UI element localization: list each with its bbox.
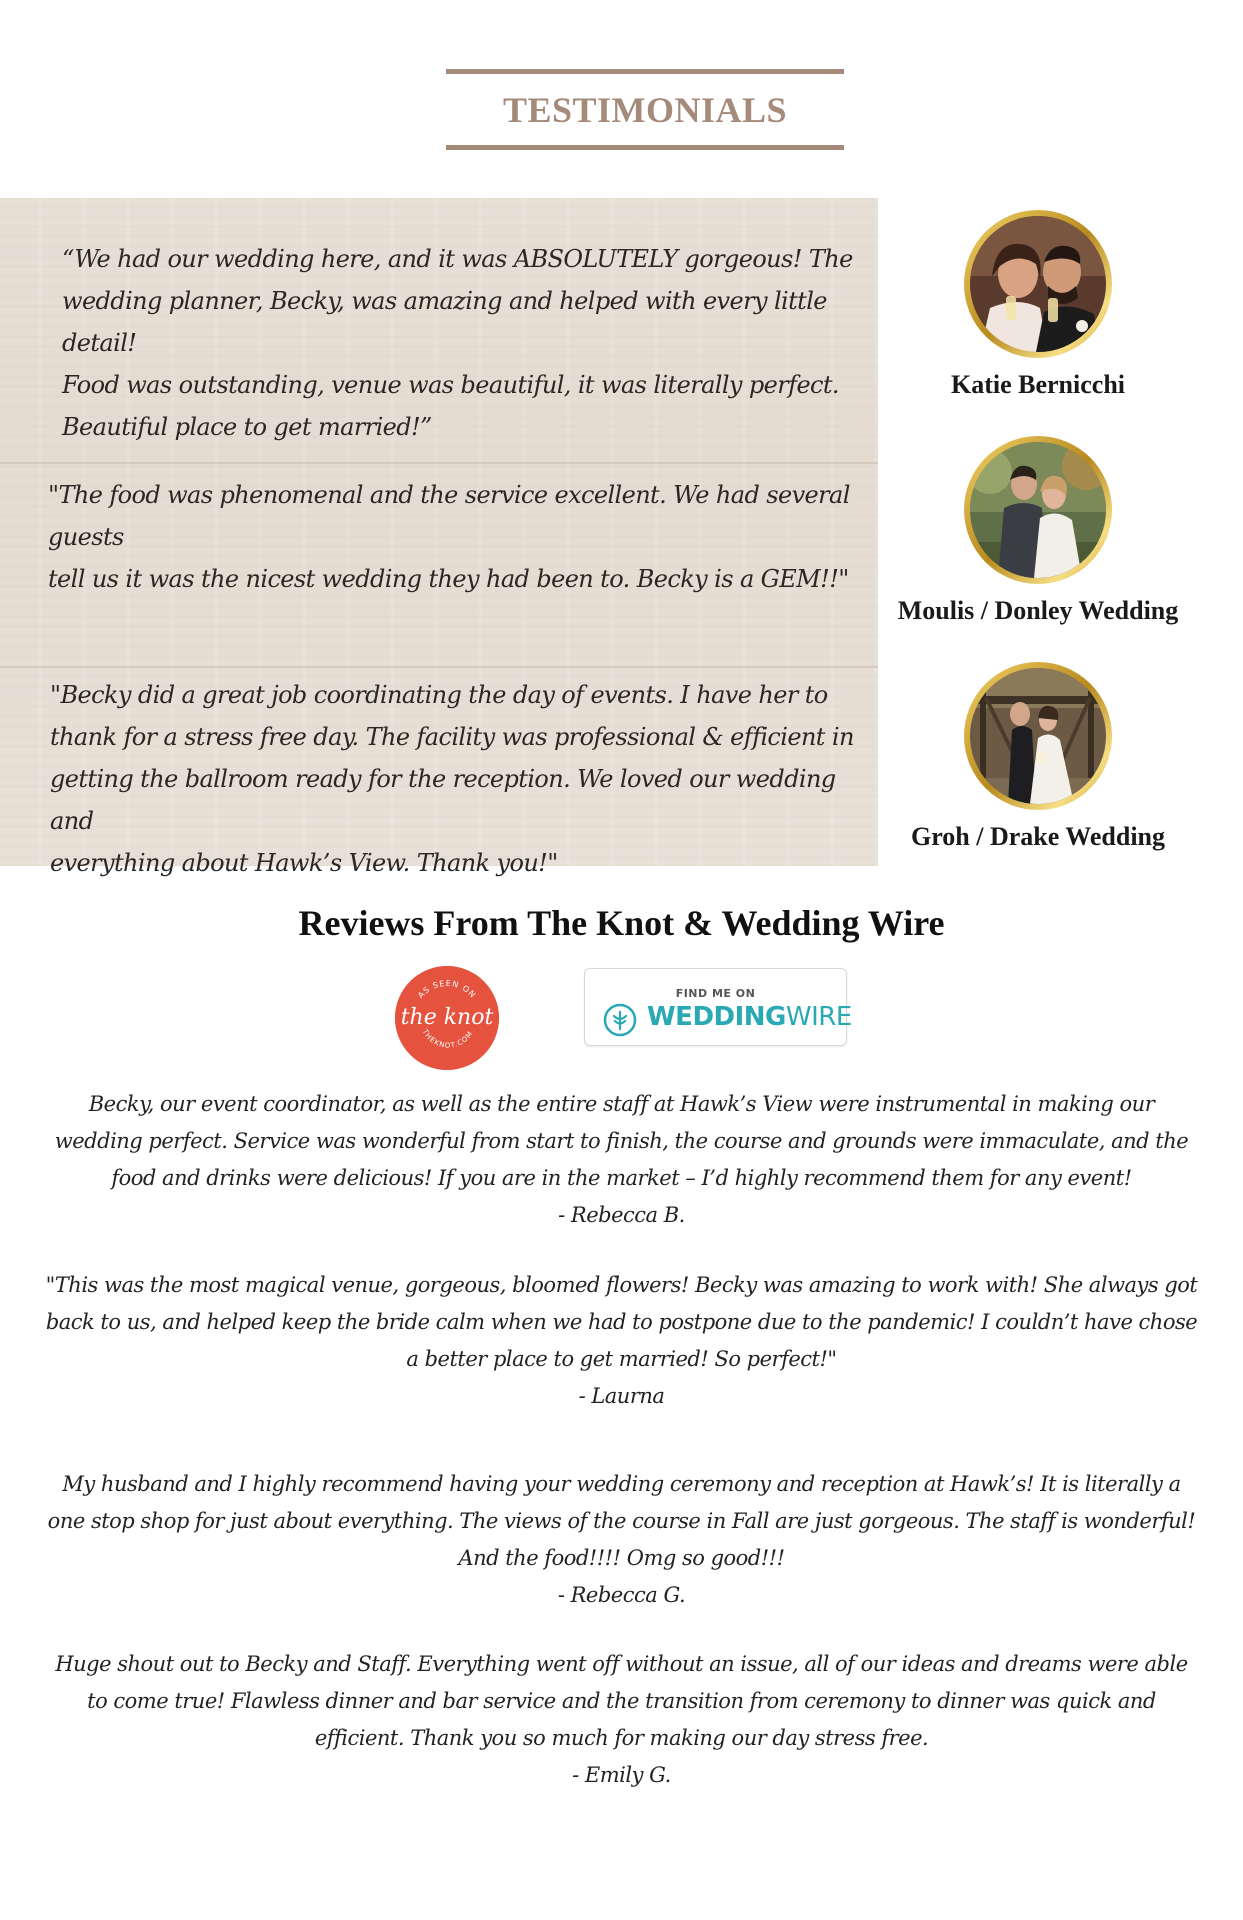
review-author: - Rebecca B. <box>558 1203 685 1227</box>
testimonial-quote <box>62 238 878 448</box>
the-knot-badge[interactable] <box>395 966 499 1070</box>
review-author: - Emily G. <box>572 1763 671 1787</box>
review-line: My husband and I highly recommend having your wedding ceremony and reception at Hawk’s! It is literally a <box>62 1472 1181 1496</box>
avatar <box>964 436 1112 584</box>
review-item <box>40 1646 1203 1794</box>
weddingwire-brand <box>647 1002 852 1032</box>
review-author: - Rebecca G. <box>557 1583 686 1607</box>
weddingwire-brand-light: WIRE <box>785 1002 852 1032</box>
review-item <box>40 1267 1203 1415</box>
review-line: And the food!!!! Omg so good!!! <box>458 1546 785 1570</box>
quote-line: everything about Hawk’s View. Thank you!" <box>50 849 558 877</box>
testimonial-person <box>888 210 1188 400</box>
testimonial-name: Moulis / Donley Wedding <box>897 596 1179 625</box>
quote-line: "The food was phenomenal and the service excellent. We had several guests <box>48 481 850 551</box>
weddingwire-find-text: FIND ME ON <box>675 987 756 1000</box>
avatar <box>964 662 1112 810</box>
testimonial-quote <box>50 674 878 884</box>
avatar <box>964 210 1112 358</box>
review-author: - Laurna <box>578 1384 665 1408</box>
quote-line: Beautiful place to get married!” <box>62 413 432 441</box>
knot-main-text: the knot <box>400 1005 494 1030</box>
testimonial-person <box>888 436 1188 626</box>
review-line: to come true! Flawless dinner and bar service and the transition from ceremony to dinner was quick and <box>87 1689 1156 1713</box>
knot-bottom-text: THEKNOT.COM <box>420 1028 475 1050</box>
testimonials-header <box>446 69 844 150</box>
quote-line: getting the ballroom ready for the reception. We loved our wedding and <box>50 765 836 835</box>
quote-line: Food was outstanding, venue was beautiful, it was literally perfect. <box>62 371 839 399</box>
testimonial-person <box>888 662 1188 852</box>
weddingwire-badge[interactable] <box>584 968 852 1046</box>
weddingwire-mark-icon <box>603 1003 637 1037</box>
wood-seam <box>0 462 878 464</box>
review-line: back to us, and helped keep the bride calm when we had to postpone due to the pandemic! I couldn’t have chose <box>45 1310 1198 1334</box>
the-knot-logo-icon <box>395 966 499 1070</box>
testimonial-quote <box>48 474 878 600</box>
couple-photo <box>970 668 1106 804</box>
quote-line: wedding planner, Becky, was amazing and helped with every little detail! <box>62 287 827 357</box>
review-line: food and drinks were delicious! If you are in the market – I’d highly recommend them for any event! <box>111 1166 1132 1190</box>
review-line: efficient. Thank you so much for making our day stress free. <box>314 1726 929 1750</box>
couple-photo <box>970 442 1106 578</box>
page-title: TESTIMONIALS <box>502 89 788 130</box>
weddingwire-brand-bold: WEDDING <box>647 1002 786 1032</box>
review-line: Huge shout out to Becky and Staff. Everything went off without an issue, all of our ideas and dreams were able <box>55 1652 1188 1676</box>
review-line: Becky, our event coordinator, as well as the entire staff at Hawk’s View were instrumental in making our <box>88 1092 1155 1116</box>
review-line: one stop shop for just about everything. The views of the course in Fall are just gorgeous. The staff is wonderful! <box>47 1509 1196 1533</box>
quote-line: tell us it was the nicest wedding they had been to. Becky is a GEM!!" <box>48 565 849 593</box>
review-line: "This was the most magical venue, gorgeous, bloomed flowers! Becky was amazing to work with! She always got <box>45 1273 1198 1297</box>
review-item <box>40 1086 1203 1234</box>
review-line: wedding perfect. Service was wonderful from start to finish, the course and grounds were immaculate, and the <box>54 1129 1189 1153</box>
testimonial-name: Katie Bernicchi <box>950 370 1125 399</box>
review-item <box>40 1466 1203 1614</box>
testimonial-panel <box>0 198 878 877</box>
quote-line: “We had our wedding here, and it was ABSOLUTELY gorgeous! The <box>62 245 853 273</box>
reviews-title: Reviews From The Knot & Wedding Wire <box>298 903 945 943</box>
wood-seam <box>0 666 878 668</box>
quote-line: "Becky did a great job coordinating the day of events. I have her to <box>50 681 828 709</box>
couple-photo <box>970 216 1106 352</box>
testimonial-name: Groh / Drake Wedding <box>910 822 1166 851</box>
quote-line: thank for a stress free day. The facility was professional & efficient in <box>50 723 854 751</box>
review-line: a better place to get married! So perfect!" <box>406 1347 837 1371</box>
knot-top-text: AS SEEN ON <box>416 978 478 1001</box>
